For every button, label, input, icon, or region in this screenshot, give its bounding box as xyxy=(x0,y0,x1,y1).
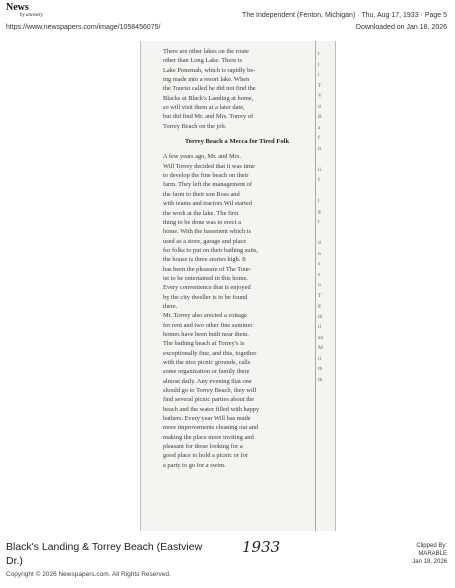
article-line: there. xyxy=(163,302,178,310)
clipped-by-label: Clipped By: xyxy=(416,543,447,549)
article-line: Lake Ponemah, which is rapidly be- xyxy=(163,66,256,74)
article-line: more improvements cleaning out and xyxy=(163,424,259,432)
source-url: https://www.newspapers.com/image/1058456075/ xyxy=(6,24,161,31)
intro-paragraph xyxy=(163,47,311,131)
newspapers-logo xyxy=(6,3,43,19)
article-line: homes have been built near them. xyxy=(163,330,249,338)
article-line: find several picnic parties about the xyxy=(163,396,255,404)
article-line: a party to go for a swim. xyxy=(163,461,226,469)
logo-subtitle: by ancestry xyxy=(20,13,43,18)
page-header xyxy=(0,0,455,36)
download-date: Downloaded on Jan 18, 2026 xyxy=(355,24,447,31)
article-line: exceptionally fine, and this, together xyxy=(163,349,257,357)
article-line: A few years ago, Mr. and Mrs. xyxy=(163,153,241,161)
article-line: good place to hold a picnic or for xyxy=(163,452,249,460)
clipped-by-user: MARABLE xyxy=(418,551,447,557)
article-line: so will visit them at a later date, xyxy=(163,104,245,112)
article-line: used as a store, garage and place xyxy=(163,237,247,245)
article-line: Mr. Torrey also erected a cottage xyxy=(163,312,247,320)
body-paragraph xyxy=(163,152,311,470)
article-line: making the place more inviting and xyxy=(163,433,254,441)
clipped-date: Jan 18, 2026 xyxy=(412,559,447,565)
handwritten-year: 1933 xyxy=(242,538,281,556)
article-line: has been the pleasure of The Tour- xyxy=(163,265,252,273)
article-line: the farm to their son Ross and xyxy=(163,190,240,198)
clipped-by-info xyxy=(412,542,447,566)
article-line: to develop the fine beach on their xyxy=(163,172,249,180)
article-line: with the nice picnic grounds, calls xyxy=(163,359,251,366)
article-line: the house is three stories high. It xyxy=(163,256,246,264)
article-line: for rent and two other fine summer xyxy=(163,321,253,329)
clip-title: Black's Landing & Torrey Beach (Eastview Dr.) xyxy=(6,541,203,567)
article-line: thing to be done was to erect a xyxy=(163,218,241,226)
article-line: ing made into a resort lake. When xyxy=(163,76,250,84)
article-line: for folks to put on their bathing suits, xyxy=(163,246,259,254)
article-text xyxy=(163,47,311,470)
article-line: Blacks at Black's Landing at home, xyxy=(163,94,254,102)
column-rule xyxy=(315,41,316,531)
article-line: pleasant for those looking for a xyxy=(163,443,243,451)
article-line: some organization or family there xyxy=(163,368,250,376)
article-line: The bathing beach at Torrey's is xyxy=(163,340,245,348)
article-line: the Tourist called he did not find the xyxy=(163,85,256,93)
article-line: the work at the lake. The first xyxy=(163,209,239,217)
logo-text: News xyxy=(6,2,29,13)
adjacent-column-fragments: t l i T V d B a f it ii I l g t d n s e u T g th tl an M ri th th xyxy=(318,51,324,383)
article-line: other than Long Lake. There is xyxy=(163,57,243,65)
newspaper-clipping-scan xyxy=(140,41,336,531)
article-line: ist to be entertained in this home. xyxy=(163,274,249,282)
article-line: bathers. Every year Will has made xyxy=(163,415,251,423)
article-line: Every convenience that is enjoyed xyxy=(163,284,251,292)
article-heading: Torrey Beach a Mecca for Tired Folk xyxy=(184,138,290,146)
article-line: There are other lakes on the route xyxy=(163,48,249,55)
article-line: beach and the water filled with happy xyxy=(163,405,260,413)
article-line: almost daily. Any evening that one xyxy=(163,377,252,385)
article-line: should go to Torrey Beach, they will xyxy=(163,387,257,395)
copyright-notice: Copyright © 2026 Newspapers.com. All Rights Reserved. xyxy=(6,571,171,578)
article-line: farm. They left the management of xyxy=(163,181,252,189)
article-line: Torrey Beach on the job. xyxy=(163,122,227,130)
article-line: home. With the basement which is xyxy=(163,228,252,236)
article-line: but did find Mr. and Mrs. Torrey of xyxy=(163,113,254,121)
article-line: Will Torrey decided that it was time xyxy=(163,162,255,170)
article-line: with teams and tractors Wil started xyxy=(163,200,252,208)
article-line: by the city dweller is to be found xyxy=(163,293,248,301)
publication-info: The Independent (Fenton, Michigan) · Thu, Aug 17, 1933 · Page 5 xyxy=(242,12,447,19)
